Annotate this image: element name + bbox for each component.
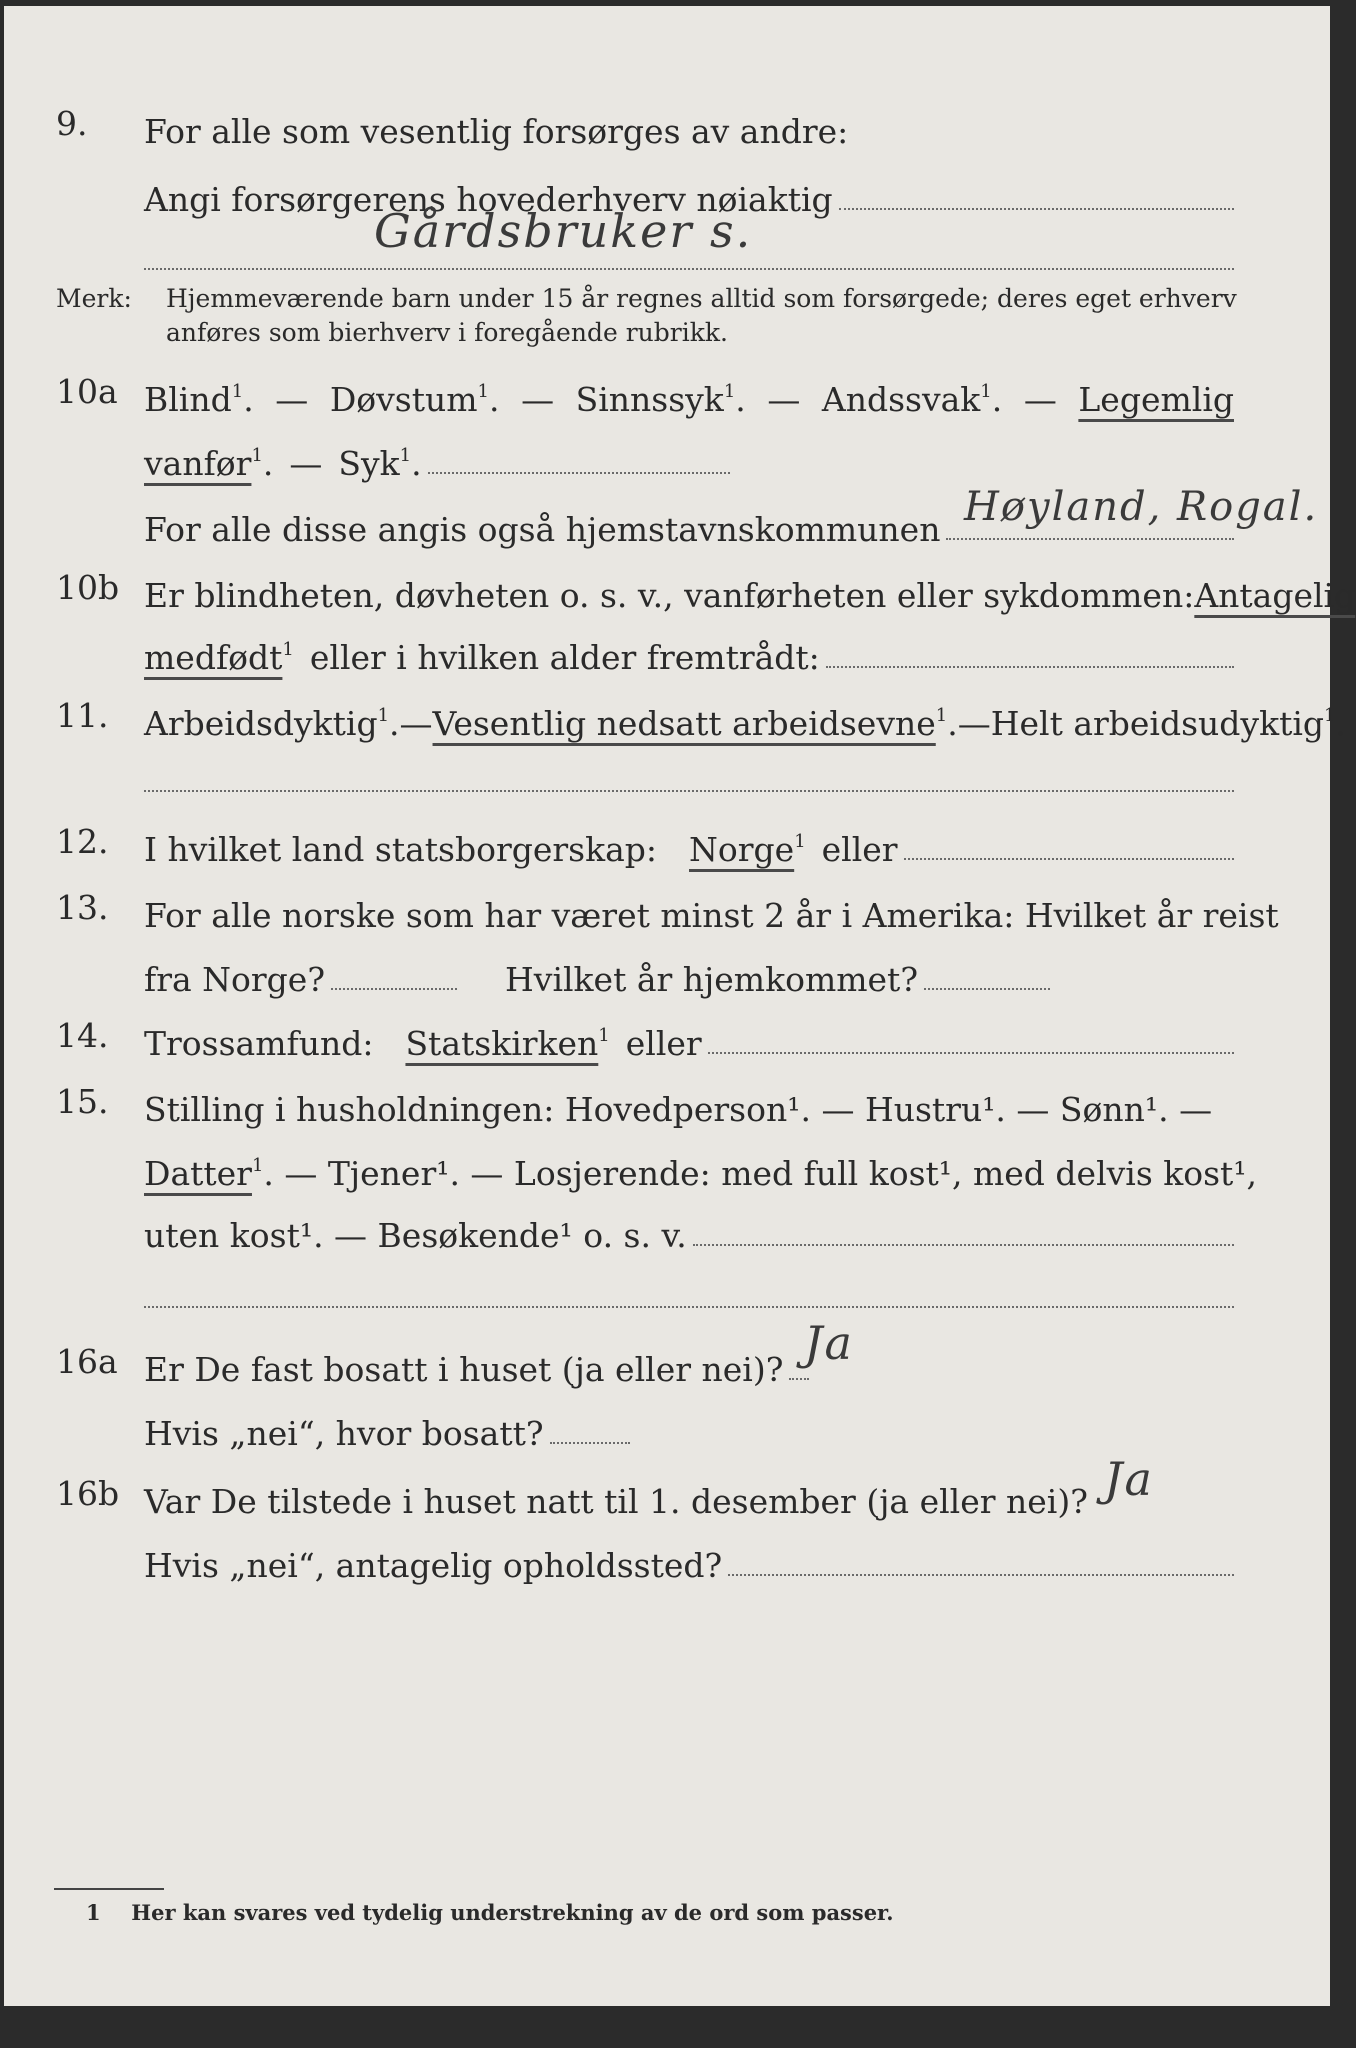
- opt-legemlig[interactable]: Legemlig: [1078, 379, 1234, 419]
- q15-line3: [144, 1190, 1234, 1254]
- q16a-line1: [144, 1324, 784, 1389]
- q10b-age-fill[interactable]: [826, 666, 1234, 668]
- opt-arbeidsdyktig[interactable]: Arbeidsdyktig: [144, 703, 378, 743]
- opt-antagelig[interactable]: Antagelig: [1194, 575, 1356, 615]
- q16a-text: Er De fast bosatt i huset (ja eller nei)?: [144, 1349, 784, 1389]
- q12-number: 12.: [56, 822, 109, 861]
- q10b-text: Er blindheten, døvheten o. s. v., vanførheten eller sykdommen:: [144, 575, 1195, 615]
- q13-text: For alle norske som har været minst 2 år i Amerika: Hvilket år reist: [144, 895, 1279, 935]
- q12-fill[interactable]: [904, 858, 1234, 860]
- q16a-number: 16a: [56, 1342, 118, 1381]
- opt-syk[interactable]: Syk: [338, 443, 400, 483]
- q9-text: For alle som vesentlig forsørges av andre:: [144, 111, 849, 151]
- q11-line: Arbeidsdyktig$^1$. — Vesentlig nedsatt arbeidsevne$^1$. — Helt arbeidsudyktig$^1$.: [144, 703, 1346, 743]
- footnote-mark: 1: [86, 1900, 101, 1925]
- q16a-line2: [144, 1388, 630, 1452]
- q13-reist-fill[interactable]: [331, 988, 457, 990]
- q15-rule: [144, 1306, 1234, 1308]
- q16a-bosatt-fill[interactable]: [550, 1442, 630, 1444]
- q16b-opphold-label: Hvis „nei“, antagelig opholdssted?: [144, 1545, 723, 1585]
- q11-rule: [144, 790, 1234, 792]
- opt-medfodt[interactable]: medfødt: [144, 637, 283, 677]
- merk-label: Merk:: [56, 284, 132, 313]
- opt-sinnssyk[interactable]: Sinnssyk: [575, 379, 724, 419]
- q14-text: Trossamfund:: [144, 1023, 374, 1063]
- q10a-home-fill[interactable]: [946, 538, 1234, 540]
- footnote: [86, 1900, 894, 1925]
- opt-vesentlig-nedsatt[interactable]: Vesentlig nedsatt arbeidsevne: [432, 703, 936, 743]
- q13-reist-label: fra Norge?: [144, 959, 326, 999]
- merk-line2: anføres som bierhverv i foregående rubrikk.: [166, 317, 728, 347]
- opt-blind[interactable]: Blind: [144, 379, 232, 419]
- q9-provider-label: Angi forsørgerens hovederhverv nøiaktig: [144, 179, 833, 219]
- opt-helt-udyktig[interactable]: Helt arbeidsudyktig: [990, 703, 1325, 743]
- q13-hjem-fill[interactable]: [924, 988, 1050, 990]
- q15-fill[interactable]: [693, 1244, 1234, 1246]
- q9-provider-fill[interactable]: [839, 208, 1234, 210]
- q13-line1: [144, 870, 1279, 935]
- opt-statskirken[interactable]: Statskirken: [405, 1023, 599, 1063]
- census-form-page: [4, 6, 1356, 2006]
- merk-note: [56, 282, 1256, 350]
- merk-line1: Hjemmeværende barn under 15 år regnes alltid som forsørgede; deres eget erhverv: [166, 284, 1237, 313]
- q10a-home-label: For alle disse angis også hjemstavnskommunen: [144, 509, 941, 549]
- q10b-line2: medfødt$^1$ eller i hvilken alder fremtrådt:: [144, 612, 1234, 676]
- q10a-number: 10a: [56, 372, 118, 411]
- opt-norge[interactable]: Norge: [689, 829, 795, 869]
- q16b-number: 16b: [56, 1474, 120, 1513]
- q13-hjem-label: Hvilket år hjemkommet?: [505, 959, 919, 999]
- q10a-line2: vanfør$^1$. — Syk$^1$.: [144, 418, 730, 482]
- q10b-age-label: eller i hvilken alder fremtrådt:: [309, 637, 820, 677]
- q15-text: Stilling i husholdningen: Hovedperson¹. — Hustru¹. — Sønn¹. —: [144, 1089, 1213, 1129]
- q12-text: I hvilket land statsborgerskap:: [144, 829, 658, 869]
- q16b-line2: [144, 1520, 1234, 1584]
- q9-answer-rule: [144, 268, 1234, 270]
- q15-line2: Datter$^1$ . — Tjener¹. — Losjerende: med full kost¹, med delvis kost¹,: [144, 1153, 1258, 1193]
- q10a-syk-fill[interactable]: [428, 472, 730, 474]
- q16b-opphold-fill[interactable]: [728, 1574, 1234, 1576]
- q9-number: 9.: [56, 104, 88, 143]
- q10b-line1: [144, 550, 1356, 615]
- opt-vanfor[interactable]: vanfør: [144, 443, 252, 483]
- q9-handwritten-answer: Gårdsbruker s.: [374, 204, 753, 258]
- q16b-line1: [144, 1456, 1088, 1521]
- opt-datter[interactable]: Datter: [144, 1153, 252, 1193]
- footnote-text: Her kan svares ved tydelig understrekning av de ord som passer.: [131, 1900, 894, 1925]
- footnote-rule: [54, 1888, 164, 1890]
- q16a-bosatt-label: Hvis „nei“, hvor bosatt?: [144, 1413, 544, 1453]
- q16b-handwritten-answer: Ja: [1104, 1452, 1154, 1506]
- q10a-line1: Blind$^1$. — Døvstum$^1$. — Sinnssyk$^1$. — Andssvak$^1$. — Legemlig: [144, 379, 1234, 419]
- q11-number: 11.: [56, 696, 109, 735]
- q15-line2-rest: . — Tjener¹. — Losjerende: med full kost¹, med delvis kost¹,: [263, 1153, 1258, 1193]
- q14-line: Trossamfund: Statskirken$^1$ eller: [144, 998, 1234, 1062]
- q16a-fill[interactable]: [789, 1378, 809, 1380]
- q10b-number: 10b: [56, 568, 120, 607]
- q13-number: 13.: [56, 888, 109, 927]
- opt-andssvak[interactable]: Andssvak: [821, 379, 981, 419]
- q14-number: 14.: [56, 1016, 109, 1055]
- q9-line1: [144, 86, 1234, 150]
- q15-line1: [144, 1064, 1234, 1128]
- q15-number: 15.: [56, 1082, 109, 1121]
- q12-line: I hvilket land statsborgerskap: Norge$^1$ eller: [144, 804, 1234, 868]
- q15-line3-text: uten kost¹. — Besøkende¹ o. s. v.: [144, 1215, 687, 1255]
- q13-line2: [144, 934, 1234, 998]
- q10a-handwritten-answer: Høyland, Rogal.: [964, 484, 1319, 530]
- q16b-text: Var De tilstede i huset natt til 1. desember (ja eller nei)?: [144, 1481, 1088, 1521]
- q16a-handwritten-answer: Ja: [804, 1316, 854, 1370]
- q14-fill[interactable]: [708, 1052, 1234, 1054]
- opt-dovstum[interactable]: Døvstum: [329, 379, 478, 419]
